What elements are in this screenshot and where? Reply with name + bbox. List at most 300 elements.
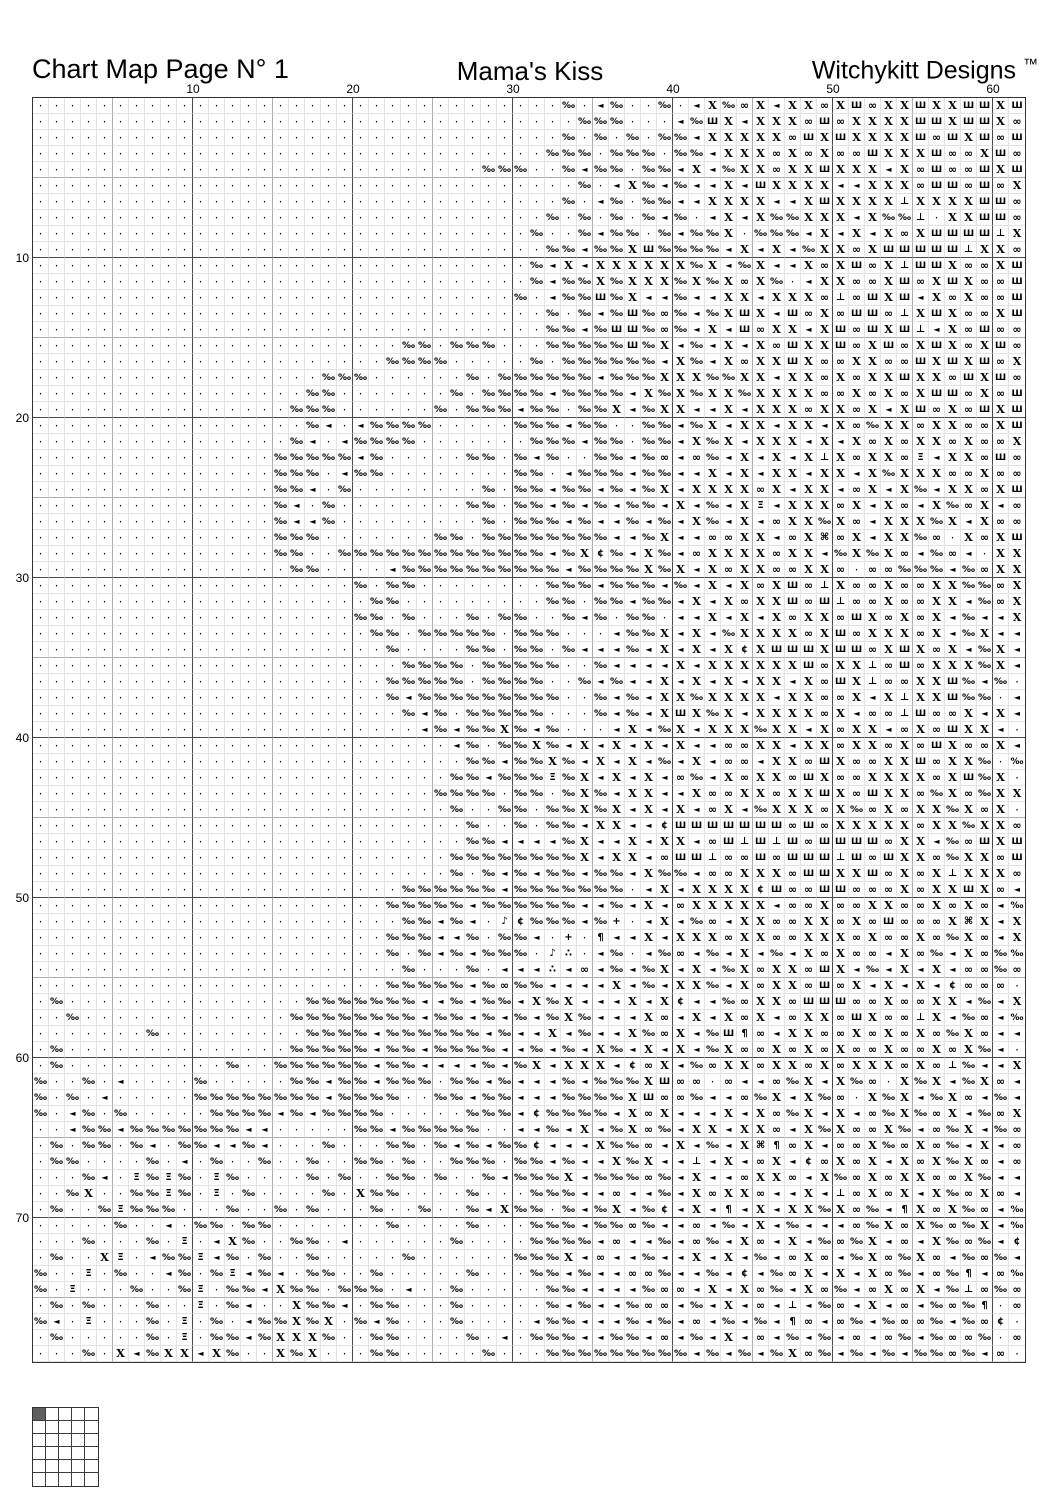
empty-stitch-dot: ·	[385, 850, 401, 866]
bowtie-stitch: X	[833, 274, 849, 290]
bowtie-stitch: X	[913, 146, 929, 162]
sha-stitch: Ш	[913, 130, 929, 146]
bowtie-stitch: X	[833, 802, 849, 818]
empty-stitch-dot: ·	[177, 1202, 193, 1218]
arrow-stitch: ◄	[513, 1106, 529, 1122]
empty-stitch-dot: ·	[417, 578, 433, 594]
empty-stitch-dot: ·	[193, 706, 209, 722]
bowtie-stitch: X	[945, 482, 961, 498]
empty-stitch-dot: ·	[385, 786, 401, 802]
arrow-stitch: ◄	[769, 530, 785, 546]
empty-stitch-dot: ·	[577, 706, 593, 722]
infinity-stitch: ∞	[865, 1106, 881, 1122]
empty-stitch-dot: ·	[321, 850, 337, 866]
empty-stitch-dot: ·	[257, 1010, 273, 1026]
bowtie-stitch: X	[801, 1282, 817, 1298]
permille-stitch: ‰	[817, 1346, 833, 1362]
permille-stitch: ‰	[545, 306, 561, 322]
permille-stitch: ‰	[849, 802, 865, 818]
bowtie-stitch: X	[785, 386, 801, 402]
arrow-stitch: ◄	[641, 1330, 657, 1346]
sha-stitch: Ш	[801, 130, 817, 146]
bowtie-stitch: X	[881, 530, 897, 546]
empty-stitch-dot: ·	[385, 370, 401, 386]
bowtie-stitch: X	[817, 402, 833, 418]
permille-stitch: ‰	[225, 1090, 241, 1106]
empty-stitch-dot: ·	[305, 178, 321, 194]
arrow-stitch: ◄	[993, 1154, 1009, 1170]
permille-stitch: ‰	[257, 1314, 273, 1330]
arrow-stitch: ◄	[593, 1154, 609, 1170]
empty-stitch-dot: ·	[97, 722, 113, 738]
bowtie-stitch: X	[609, 802, 625, 818]
empty-stitch-dot: ·	[305, 738, 321, 754]
empty-stitch-dot: ·	[81, 674, 97, 690]
bowtie-stitch: X	[961, 1122, 977, 1138]
permille-stitch: ‰	[977, 594, 993, 610]
grid-row	[33, 978, 1025, 994]
empty-stitch-dot: ·	[97, 610, 113, 626]
empty-stitch-dot: ·	[113, 1138, 129, 1154]
empty-stitch-dot: ·	[305, 818, 321, 834]
arrow-stitch: ◄	[657, 354, 673, 370]
bowtie-stitch: X	[561, 994, 577, 1010]
empty-stitch-dot: ·	[49, 418, 65, 434]
empty-stitch-dot: ·	[129, 370, 145, 386]
xi-stitch: Ξ	[193, 1250, 209, 1266]
arrow-stitch: ◄	[625, 770, 641, 786]
empty-stitch-dot: ·	[417, 370, 433, 386]
permille-stitch: ‰	[305, 1010, 321, 1026]
bowtie-stitch: X	[897, 850, 913, 866]
empty-stitch-dot: ·	[129, 834, 145, 850]
infinity-stitch: ∞	[881, 1010, 897, 1026]
permille-stitch: ‰	[401, 1138, 417, 1154]
permille-stitch: ‰	[273, 1314, 289, 1330]
permille-stitch: ‰	[769, 1266, 785, 1282]
empty-stitch-dot: ·	[353, 898, 369, 914]
empty-stitch-dot: ·	[513, 1266, 529, 1282]
perpendicular-stitch: ⊥	[897, 706, 913, 722]
sha-stitch: Ш	[913, 114, 929, 130]
empty-stitch-dot: ·	[113, 274, 129, 290]
permille-stitch: ‰	[321, 1106, 337, 1122]
empty-stitch-dot: ·	[97, 770, 113, 786]
sha-stitch: Ш	[977, 178, 993, 194]
empty-stitch-dot: ·	[273, 114, 289, 130]
arrow-stitch: ◄	[593, 642, 609, 658]
arrow-stitch: ◄	[705, 162, 721, 178]
bowtie-stitch: X	[689, 642, 705, 658]
empty-stitch-dot: ·	[241, 786, 257, 802]
permille-stitch: ‰	[641, 578, 657, 594]
empty-stitch-dot: ·	[129, 178, 145, 194]
sha-stitch: Ш	[1009, 98, 1025, 114]
empty-stitch-dot: ·	[289, 194, 305, 210]
empty-stitch-dot: ·	[321, 482, 337, 498]
permille-stitch: ‰	[289, 466, 305, 482]
arrow-stitch: ◄	[673, 1186, 689, 1202]
permille-stitch: ‰	[529, 1186, 545, 1202]
bowtie-stitch: X	[881, 594, 897, 610]
infinity-stitch: ∞	[673, 1282, 689, 1298]
empty-stitch-dot: ·	[161, 1042, 177, 1058]
bowtie-stitch: X	[769, 354, 785, 370]
empty-stitch-dot: ·	[353, 1170, 369, 1186]
empty-stitch-dot: ·	[209, 578, 225, 594]
empty-stitch-dot: ·	[193, 1042, 209, 1058]
empty-stitch-dot: ·	[129, 850, 145, 866]
empty-stitch-dot: ·	[433, 1234, 449, 1250]
empty-stitch-dot: ·	[113, 210, 129, 226]
empty-stitch-dot: ·	[577, 946, 593, 962]
infinity-stitch: ∞	[769, 930, 785, 946]
arrow-stitch: ◄	[641, 850, 657, 866]
empty-stitch-dot: ·	[177, 162, 193, 178]
sha-stitch: Ш	[817, 162, 833, 178]
arrow-stitch: ◄	[689, 322, 705, 338]
empty-stitch-dot: ·	[257, 738, 273, 754]
empty-stitch-dot: ·	[273, 434, 289, 450]
empty-stitch-dot: ·	[65, 1250, 81, 1266]
permille-stitch: ‰	[609, 594, 625, 610]
bowtie-stitch: X	[785, 514, 801, 530]
permille-stitch: ‰	[641, 466, 657, 482]
permille-stitch: ‰	[449, 1154, 465, 1170]
bowtie-stitch: X	[865, 898, 881, 914]
empty-stitch-dot: ·	[337, 930, 353, 946]
empty-stitch-dot: ·	[369, 322, 385, 338]
arrow-stitch: ◄	[833, 1330, 849, 1346]
empty-stitch-dot: ·	[161, 674, 177, 690]
empty-stitch-dot: ·	[593, 178, 609, 194]
sha-stitch: Ш	[817, 994, 833, 1010]
empty-stitch-dot: ·	[337, 114, 353, 130]
sha-stitch: Ш	[801, 850, 817, 866]
permille-stitch: ‰	[913, 482, 929, 498]
empty-stitch-dot: ·	[97, 1042, 113, 1058]
infinity-stitch: ∞	[657, 1026, 673, 1042]
infinity-stitch: ∞	[865, 98, 881, 114]
empty-stitch-dot: ·	[97, 482, 113, 498]
infinity-stitch: ∞	[849, 1154, 865, 1170]
empty-stitch-dot: ·	[209, 866, 225, 882]
empty-stitch-dot: ·	[33, 722, 49, 738]
empty-stitch-dot: ·	[353, 658, 369, 674]
arrow-stitch: ◄	[577, 994, 593, 1010]
bowtie-stitch: X	[801, 482, 817, 498]
infinity-stitch: ∞	[849, 402, 865, 418]
permille-stitch: ‰	[593, 466, 609, 482]
empty-stitch-dot: ·	[497, 418, 513, 434]
bowtie-stitch: X	[737, 962, 753, 978]
empty-stitch-dot: ·	[161, 514, 177, 530]
grid-row	[33, 402, 1025, 418]
arrow-stitch: ◄	[737, 706, 753, 722]
empty-stitch-dot: ·	[337, 1186, 353, 1202]
permille-stitch: ‰	[465, 546, 481, 562]
permille-stitch: ‰	[513, 370, 529, 386]
arrow-stitch: ◄	[561, 466, 577, 482]
empty-stitch-dot: ·	[577, 658, 593, 674]
arrow-stitch: ◄	[369, 1058, 385, 1074]
permille-stitch: ‰	[577, 370, 593, 386]
empty-stitch-dot: ·	[113, 98, 129, 114]
infinity-stitch: ∞	[897, 1058, 913, 1074]
row-axis-label: 20	[15, 411, 29, 425]
bowtie-stitch: X	[897, 402, 913, 418]
permille-stitch: ‰	[481, 1010, 497, 1026]
permille-stitch: ‰	[881, 1346, 897, 1362]
permille-stitch: ‰	[593, 866, 609, 882]
permille-stitch: ‰	[481, 482, 497, 498]
bowtie-stitch: X	[545, 754, 561, 770]
empty-stitch-dot: ·	[81, 306, 97, 322]
arrow-stitch: ◄	[737, 1314, 753, 1330]
permille-stitch: ‰	[609, 882, 625, 898]
empty-stitch-dot: ·	[497, 466, 513, 482]
empty-stitch-dot: ·	[65, 1058, 81, 1074]
permille-stitch: ‰	[593, 914, 609, 930]
infinity-stitch: ∞	[721, 930, 737, 946]
permille-stitch: ‰	[609, 1074, 625, 1090]
permille-stitch: ‰	[513, 1010, 529, 1026]
empty-stitch-dot: ·	[65, 306, 81, 322]
empty-stitch-dot: ·	[241, 706, 257, 722]
empty-stitch-dot: ·	[49, 1170, 65, 1186]
bowtie-stitch: X	[753, 98, 769, 114]
cent-stitch: ¢	[657, 1202, 673, 1218]
bowtie-stitch: X	[625, 178, 641, 194]
empty-stitch-dot: ·	[177, 546, 193, 562]
arrow-stitch: ◄	[849, 210, 865, 226]
bowtie-stitch: X	[849, 866, 865, 882]
permille-stitch: ‰	[657, 226, 673, 242]
arrow-stitch: ◄	[225, 1138, 241, 1154]
empty-stitch-dot: ·	[33, 914, 49, 930]
arrow-stitch: ◄	[417, 706, 433, 722]
sha-stitch: Ш	[769, 642, 785, 658]
permille-stitch: ‰	[961, 1010, 977, 1026]
empty-stitch-dot: ·	[145, 242, 161, 258]
empty-stitch-dot: ·	[129, 1298, 145, 1314]
permille-stitch: ‰	[561, 754, 577, 770]
infinity-stitch: ∞	[657, 1330, 673, 1346]
grid-row	[33, 754, 1025, 770]
bowtie-stitch: X	[977, 338, 993, 354]
empty-stitch-dot: ·	[161, 866, 177, 882]
empty-stitch-dot: ·	[33, 610, 49, 626]
arrow-stitch: ◄	[721, 578, 737, 594]
bowtie-stitch: X	[769, 978, 785, 994]
permille-stitch: ‰	[401, 1154, 417, 1170]
permille-stitch: ‰	[657, 866, 673, 882]
permille-stitch: ‰	[689, 770, 705, 786]
bowtie-stitch: X	[945, 594, 961, 610]
bowtie-stitch: X	[689, 434, 705, 450]
empty-stitch-dot: ·	[417, 850, 433, 866]
empty-stitch-dot: ·	[385, 738, 401, 754]
bowtie-stitch: X	[561, 1010, 577, 1026]
empty-stitch-dot: ·	[49, 1186, 65, 1202]
empty-stitch-dot: ·	[417, 1266, 433, 1282]
empty-stitch-dot: ·	[241, 386, 257, 402]
empty-stitch-dot: ·	[305, 962, 321, 978]
permille-stitch: ‰	[609, 482, 625, 498]
empty-stitch-dot: ·	[97, 786, 113, 802]
sha-stitch: Ш	[801, 866, 817, 882]
sha-stitch: Ш	[881, 914, 897, 930]
arrow-stitch: ◄	[945, 610, 961, 626]
permille-stitch: ‰	[897, 1330, 913, 1346]
permille-stitch: ‰	[977, 1106, 993, 1122]
empty-stitch-dot: ·	[33, 1218, 49, 1234]
arrow-stitch: ◄	[945, 1314, 961, 1330]
trademark-symbol: ™	[1023, 56, 1038, 73]
empty-stitch-dot: ·	[129, 530, 145, 546]
empty-stitch-dot: ·	[401, 466, 417, 482]
infinity-stitch: ∞	[865, 1282, 881, 1298]
arrow-stitch: ◄	[257, 1282, 273, 1298]
infinity-stitch: ∞	[913, 274, 929, 290]
empty-stitch-dot: ·	[177, 514, 193, 530]
empty-stitch-dot: ·	[321, 1218, 337, 1234]
bowtie-stitch: X	[801, 354, 817, 370]
empty-stitch-dot: ·	[273, 674, 289, 690]
infinity-stitch: ∞	[897, 354, 913, 370]
empty-stitch-dot: ·	[129, 1106, 145, 1122]
permille-stitch: ‰	[529, 1154, 545, 1170]
empty-stitch-dot: ·	[273, 194, 289, 210]
empty-stitch-dot: ·	[193, 274, 209, 290]
empty-stitch-dot: ·	[289, 1266, 305, 1282]
bowtie-stitch: X	[961, 482, 977, 498]
infinity-stitch: ∞	[881, 866, 897, 882]
arrow-stitch: ◄	[593, 1314, 609, 1330]
arrow-stitch: ◄	[865, 1330, 881, 1346]
arrow-stitch: ◄	[769, 898, 785, 914]
empty-stitch-dot: ·	[193, 690, 209, 706]
empty-stitch-dot: ·	[209, 1202, 225, 1218]
bowtie-stitch: X	[673, 1042, 689, 1058]
empty-stitch-dot: ·	[33, 434, 49, 450]
permille-stitch: ‰	[513, 866, 529, 882]
permille-stitch: ‰	[449, 1234, 465, 1250]
empty-stitch-dot: ·	[225, 466, 241, 482]
permille-stitch: ‰	[353, 1074, 369, 1090]
empty-stitch-dot: ·	[465, 802, 481, 818]
infinity-stitch: ∞	[833, 1314, 849, 1330]
empty-stitch-dot: ·	[97, 354, 113, 370]
arrow-stitch: ◄	[241, 1298, 257, 1314]
empty-stitch-dot: ·	[161, 946, 177, 962]
arrow-stitch: ◄	[705, 1202, 721, 1218]
arrow-stitch: ◄	[721, 1346, 737, 1362]
empty-stitch-dot: ·	[225, 978, 241, 994]
bowtie-stitch: X	[881, 290, 897, 306]
bowtie-stitch: X	[881, 626, 897, 642]
permille-stitch: ‰	[849, 1074, 865, 1090]
empty-stitch-dot: ·	[417, 1234, 433, 1250]
arrow-stitch: ◄	[689, 834, 705, 850]
infinity-stitch: ∞	[977, 290, 993, 306]
permille-stitch: ‰	[289, 1106, 305, 1122]
bowtie-stitch: X	[1009, 354, 1025, 370]
arrow-stitch: ◄	[801, 1234, 817, 1250]
empty-stitch-dot: ·	[369, 642, 385, 658]
permille-stitch: ‰	[705, 434, 721, 450]
infinity-stitch: ∞	[705, 834, 721, 850]
arrow-stitch: ◄	[561, 1026, 577, 1042]
infinity-stitch: ∞	[817, 690, 833, 706]
sha-stitch: Ш	[961, 770, 977, 786]
infinity-stitch: ∞	[961, 1234, 977, 1250]
bowtie-stitch: X	[849, 818, 865, 834]
bowtie-stitch: X	[769, 738, 785, 754]
empty-stitch-dot: ·	[417, 306, 433, 322]
sha-stitch: Ш	[849, 98, 865, 114]
arrow-stitch: ◄	[561, 1298, 577, 1314]
empty-stitch-dot: ·	[481, 98, 497, 114]
cent-stitch: ¢	[513, 914, 529, 930]
permille-stitch: ‰	[625, 354, 641, 370]
empty-stitch-dot: ·	[257, 354, 273, 370]
permille-stitch: ‰	[657, 722, 673, 738]
permille-stitch: ‰	[417, 354, 433, 370]
permille-stitch: ‰	[433, 626, 449, 642]
empty-stitch-dot: ·	[433, 386, 449, 402]
arrow-stitch: ◄	[1009, 690, 1025, 706]
empty-stitch-dot: ·	[209, 482, 225, 498]
empty-stitch-dot: ·	[177, 850, 193, 866]
bowtie-stitch: X	[593, 1138, 609, 1154]
permille-stitch: ‰	[401, 658, 417, 674]
empty-stitch-dot: ·	[257, 658, 273, 674]
arrow-stitch: ◄	[625, 594, 641, 610]
empty-stitch-dot: ·	[33, 882, 49, 898]
infinity-stitch: ∞	[817, 706, 833, 722]
empty-stitch-dot: ·	[65, 98, 81, 114]
bowtie-stitch: X	[769, 450, 785, 466]
permille-stitch: ‰	[465, 770, 481, 786]
infinity-stitch: ∞	[1009, 962, 1025, 978]
bowtie-stitch: X	[737, 1138, 753, 1154]
permille-stitch: ‰	[561, 610, 577, 626]
permille-stitch: ‰	[673, 306, 689, 322]
permille-stitch: ‰	[609, 306, 625, 322]
permille-stitch: ‰	[481, 946, 497, 962]
arrow-stitch: ◄	[801, 1330, 817, 1346]
empty-stitch-dot: ·	[145, 434, 161, 450]
empty-stitch-dot: ·	[513, 1314, 529, 1330]
empty-stitch-dot: ·	[113, 946, 129, 962]
empty-stitch-dot: ·	[33, 370, 49, 386]
permille-stitch: ‰	[545, 914, 561, 930]
infinity-stitch: ∞	[833, 1026, 849, 1042]
permille-stitch: ‰	[305, 1154, 321, 1170]
bowtie-stitch: X	[993, 306, 1009, 322]
empty-stitch-dot: ·	[497, 786, 513, 802]
empty-stitch-dot: ·	[193, 434, 209, 450]
empty-stitch-dot: ·	[49, 194, 65, 210]
empty-stitch-dot: ·	[129, 786, 145, 802]
empty-stitch-dot: ·	[97, 498, 113, 514]
empty-stitch-dot: ·	[305, 706, 321, 722]
empty-stitch-dot: ·	[49, 978, 65, 994]
permille-stitch: ‰	[529, 546, 545, 562]
infinity-stitch: ∞	[881, 1266, 897, 1282]
bowtie-stitch: X	[801, 914, 817, 930]
